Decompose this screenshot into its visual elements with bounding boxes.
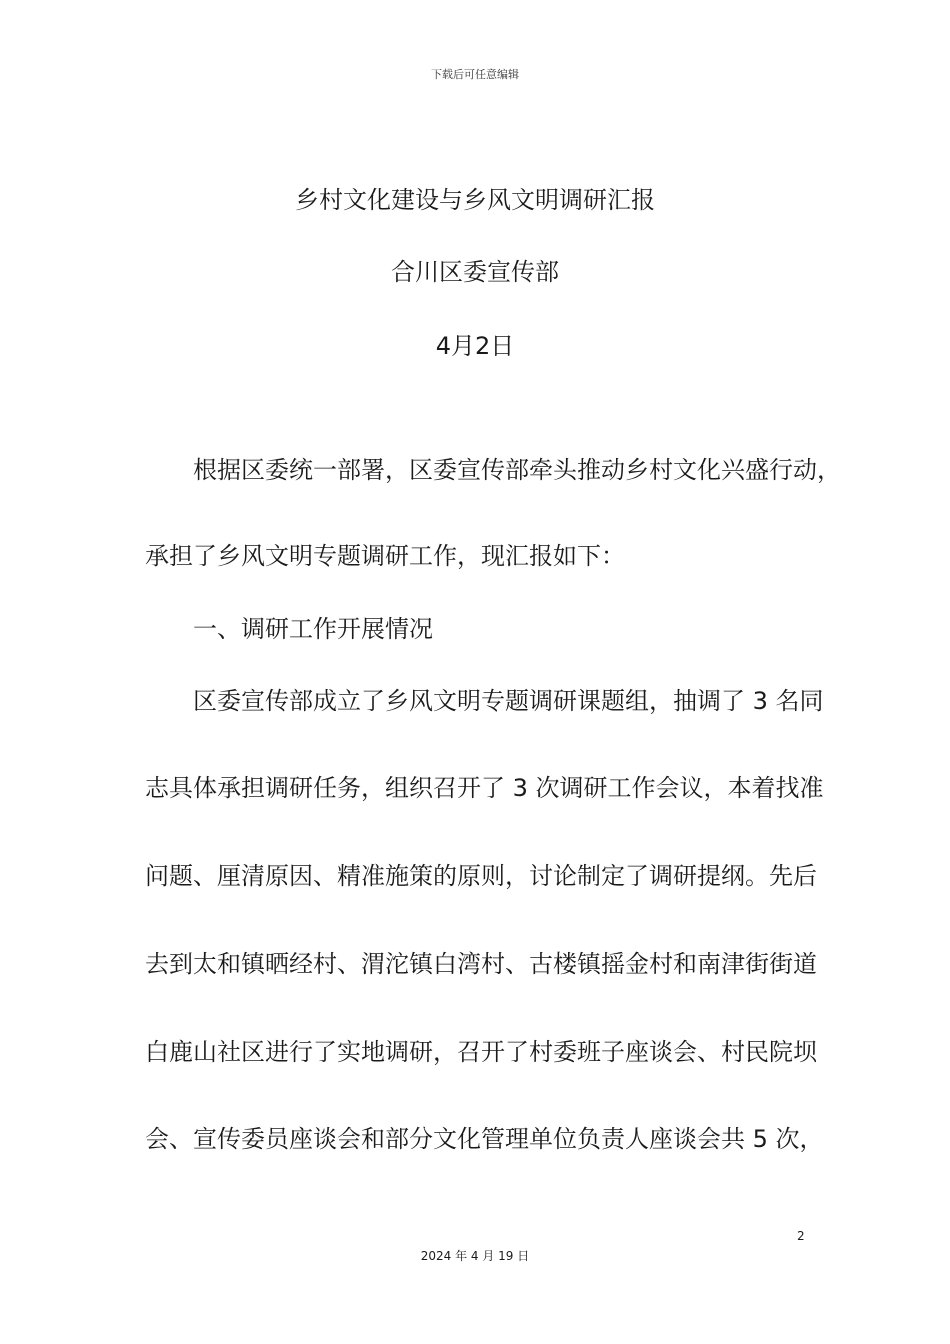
body-line: 承担了乡风文明专题调研工作，现汇报如下： xyxy=(145,542,625,570)
section-heading: 一、调研工作开展情况 xyxy=(193,615,433,643)
body-line: 去到太和镇晒经村、渭沱镇白湾村、古楼镇摇金村和南津街街道 xyxy=(145,950,817,978)
body-line: 会、宣传委员座谈会和部分文化管理单位负责人座谈会共 5 次， xyxy=(145,1125,824,1153)
header-note: 下载后可任意编辑 xyxy=(431,68,519,81)
document-date: 4月2日 xyxy=(435,332,515,360)
body-line: 志具体承担调研任务，组织召开了 3 次调研工作会议，本着找准 xyxy=(145,774,824,802)
body-line: 问题、厘清原因、精准施策的原则，讨论制定了调研提纲。先后 xyxy=(145,862,817,890)
body-line: 根据区委统一部署，区委宣传部牵头推动乡村文化兴盛行动， xyxy=(193,456,841,484)
body-line: 区委宣传部成立了乡风文明专题调研课题组，抽调了 3 名同 xyxy=(193,687,824,715)
footer-date: 2024 年 4 月 19 日 xyxy=(420,1249,530,1263)
document-title: 乡村文化建设与乡风文明调研汇报 xyxy=(295,186,655,214)
body-line: 白鹿山社区进行了实地调研，召开了村委班子座谈会、村民院坝 xyxy=(145,1038,817,1066)
department-name: 合川区委宣传部 xyxy=(391,258,559,286)
page-number: 2 xyxy=(797,1229,805,1243)
